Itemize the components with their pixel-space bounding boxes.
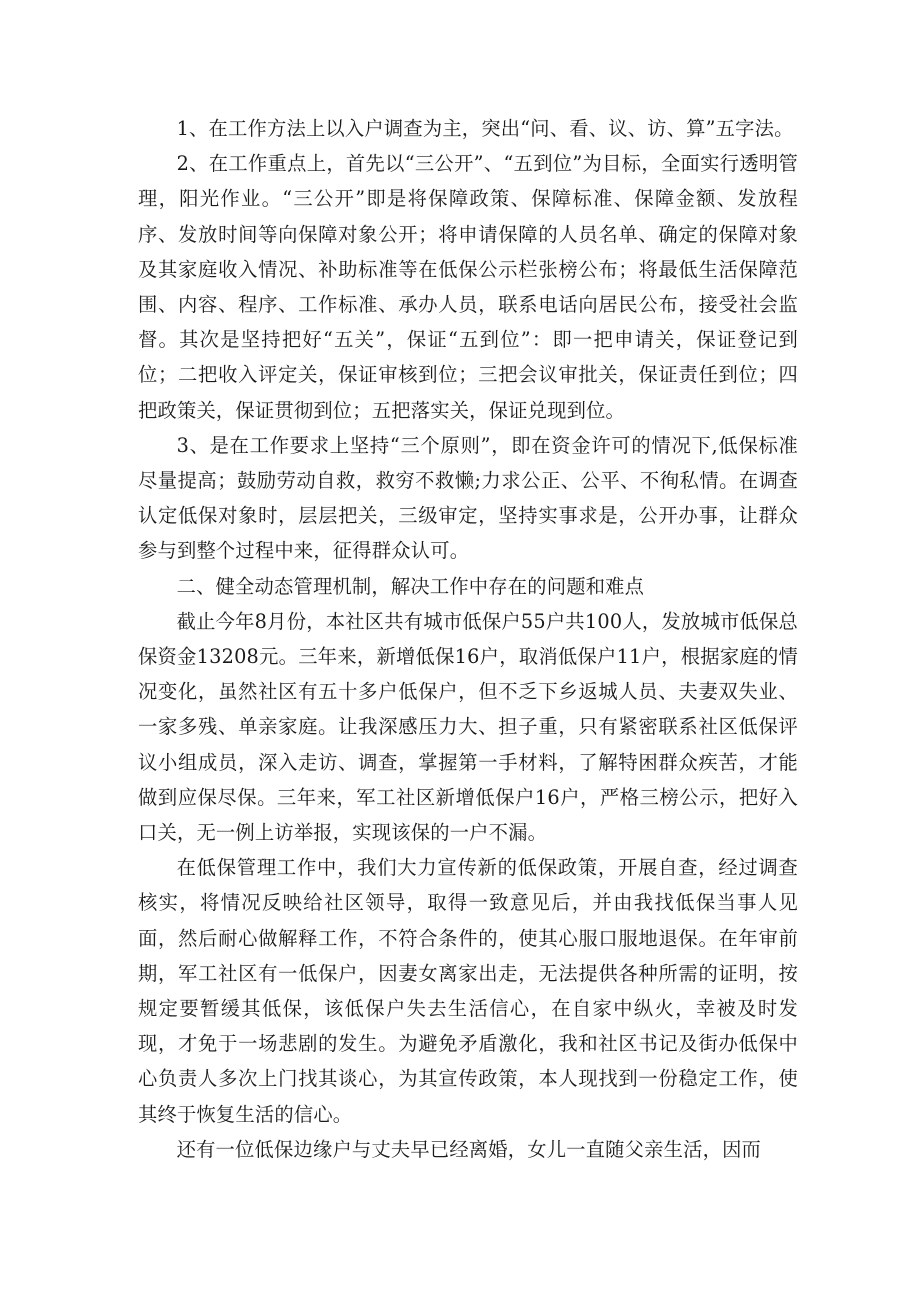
paragraph-edge-household: 还有一位低保边缘户与丈夫早已经离婚，女儿一直随父亲生活，因而 <box>176 1137 762 1161</box>
paragraph-work-focus: 2、在工作重点上，首先以“三公开”、“五到位”为目标，全面实行透明管理，阳光作业。“三公开”即是将保障政策、保障标准、保障金额、发放程序、发放时间等向保障对象公开；将申请保障的人员名单、确定的保障对象及其家庭收入情况、补助标准等在低保公示栏张榜公布；将最低生活保障范围、内容、程序、工作标准、承办人员，联系电话向居民公布，接受社会监督。其次是坚持把好“五关”，保证“五到位”：即一把申请关，保证登记到位；二把收入评定关，保证审核到位；三把会议审批关，保证责任到位；四把政策关，保证贯彻到位；五把落实关，保证兑现到位。 <box>138 152 798 422</box>
paragraph-work-requirements: 3、是在工作要求上坚持“三个原则”，即在资金许可的情况下,低保标准尽量提高；鼓励劳动自救，救穷不救懒;力求公正、公平、不徇私情。在调查认定低保对象时，层层把关，三级审定，坚持实事求是，公开办事，让群众参与到整个过程中来，征得群众认可。 <box>138 433 798 563</box>
document-body <box>138 111 798 1167</box>
paragraph-work-method: 1、在工作方法上以入户调查为主，突出“问、看、议、访、算”五字法。 <box>176 117 794 140</box>
paragraph-management-case: 在低保管理工作中，我们大力宣传新的低保政策，开展自查，经过调查核实，将情况反映给社区领导，取得一致意见后，并由我找低保当事人见面，然后耐心做解释工作，不符合条件的，使其心服口服地退保。在年审前期，军工社区有一低保户，因妻女离家出走，无法提供各种所需的证明，按规定要暂缓其低保，该低保户失去生活信心，在自家中纵火，幸被及时发现，才免于一场悲剧的发生。为避免矛盾激化，我和社区书记及街办低保中心负责人多次上门找其谈心，为其宣传政策，本人现找到一份稳定工作，使其终于恢复生活的信心。 <box>138 856 798 1126</box>
section-heading-dynamic-management: 二、健全动态管理机制，解决工作中存在的问题和难点 <box>176 574 645 598</box>
paragraph-statistics: 截止今年8月份，本社区共有城市低保户55户共100人，发放城市低保总保资金13208元。三年来，新增低保16户，取消低保户11户，根据家庭的情况变化，虽然社区有五十多户低保户，但不乏下乡返城人员、夫妻双失业、一家多残、单亲家庭。让我深感压力大、担子重，只有紧密联系社区低保评议小组成员，深入走访、调查，掌握第一手材料，了解特困群众疾苦，才能做到应保尽保。三年来，军工社区新增低保户16户，严格三榜公示，把好入口关，无一例上访举报，实现该保的一户不漏。 <box>138 609 798 845</box>
